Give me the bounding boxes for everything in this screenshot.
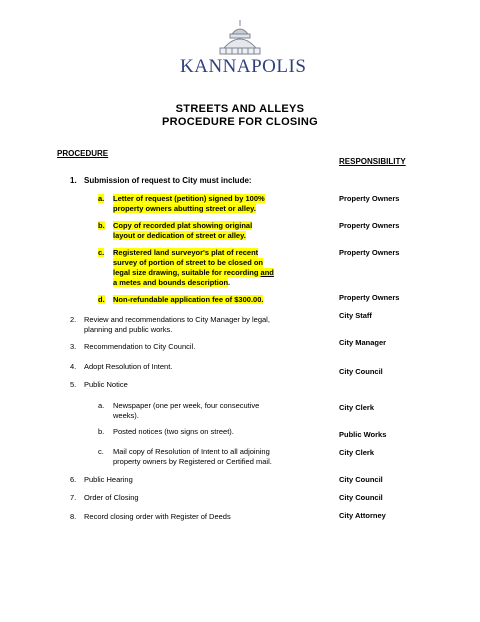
step-1a-letter: a. — [98, 194, 105, 203]
step-1d-responsibility: Property Owners — [339, 293, 400, 302]
step-1-number: 1. — [70, 176, 77, 185]
step-1d-letter: d. — [98, 295, 105, 304]
step-1c-text: Registered land surveyor's plat of recent survey of portion of street to be closed on legal size drawing, suitable for recording and a metes and bounds description. — [113, 248, 274, 287]
step-5b-text: Posted notices (two signs on street). — [113, 427, 234, 436]
step-7-number: 7. — [70, 493, 77, 502]
step-1a-text: Letter of request (petition) signed by 100% property owners abutting street or alley. — [113, 194, 265, 213]
document-title-line2: PROCEDURE FOR CLOSING — [161, 116, 319, 128]
step-1b-responsibility: Property Owners — [339, 221, 400, 230]
step-6-responsibility: City Council — [339, 475, 383, 484]
step-5c-letter: c. — [98, 447, 104, 456]
step-3-number: 3. — [70, 342, 77, 351]
step-4-number: 4. — [70, 362, 77, 371]
step-5a-responsibility: City Clerk — [339, 403, 375, 412]
step-2-number: 2. — [70, 315, 77, 324]
step-2-responsibility: City Staff — [339, 311, 372, 320]
step-1c-responsibility: Property Owners — [339, 248, 400, 257]
step-5b-responsibility: Public Works — [339, 430, 387, 439]
step-5-text: Public Notice — [84, 380, 128, 389]
step-4-responsibility: City Council — [339, 367, 383, 376]
step-8-text: Record closing order with Register of Deeds — [84, 512, 231, 521]
step-5c-text: Mail copy of Resolution of Intent to all adjoining property owners by Registered or Certified mail. — [113, 447, 272, 466]
step-1b-letter: b. — [98, 221, 105, 230]
step-8-number: 8. — [70, 512, 77, 521]
step-8-responsibility: City Attorney — [339, 511, 386, 520]
step-7-responsibility: City Council — [339, 493, 383, 502]
step-1c-letter: c. — [98, 248, 105, 257]
procedure-header: PROCEDURE — [57, 149, 109, 158]
step-5a-text: Newspaper (one per week, four consecutive weeks). — [113, 401, 260, 420]
step-5-number: 5. — [70, 380, 77, 389]
step-4-text: Adopt Resolution of Intent. — [84, 362, 173, 371]
step-6-number: 6. — [70, 475, 77, 484]
step-3-responsibility: City Manager — [339, 338, 387, 347]
step-5b-letter: b. — [98, 427, 105, 436]
logo-text: KANNAPOLIS — [180, 56, 307, 77]
step-3-text: Recommendation to City Council. — [84, 342, 196, 351]
step-6-text: Public Hearing — [84, 475, 133, 484]
city-hall-dome-icon — [180, 18, 300, 58]
step-1b-text: Copy of recorded plat showing original layout or dedication of street or alley. — [113, 221, 253, 240]
step-5c-responsibility: City Clerk — [339, 448, 375, 457]
step-1d-text: Non-refundable application fee of $300.00. — [113, 295, 264, 304]
kannapolis-logo — [180, 18, 307, 84]
step-7-text: Order of Closing — [84, 493, 139, 502]
step-2-text: Review and recommendations to City Manager by legal, planning and public works. — [84, 315, 270, 334]
step-1-text: Submission of request to City must include: — [84, 176, 252, 185]
step-1a-responsibility: Property Owners — [339, 194, 400, 203]
document-title-line1: STREETS AND ALLEYS — [175, 103, 305, 115]
step-5a-letter: a. — [98, 401, 105, 410]
responsibility-header: RESPONSIBILITY — [339, 157, 406, 166]
